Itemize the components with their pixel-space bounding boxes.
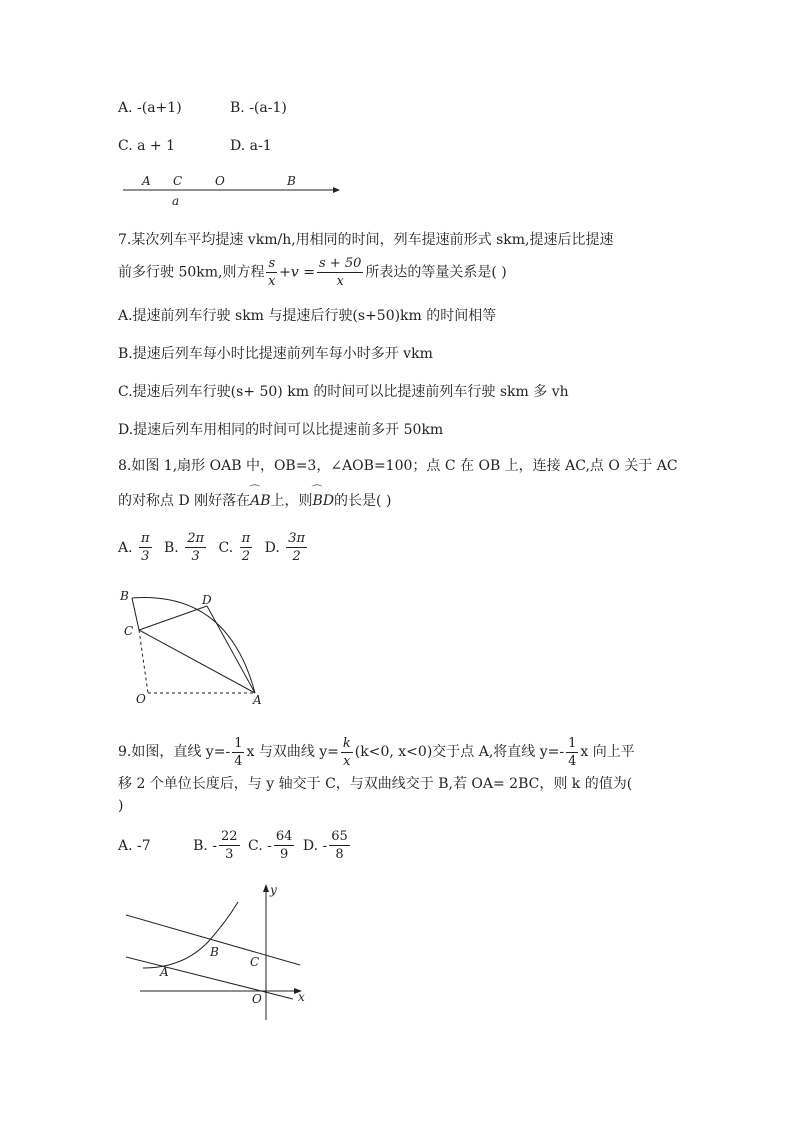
q8-choice-a: A. $\frac{\pi}{3}$	[118, 531, 150, 564]
numberline-label-o: O	[215, 174, 225, 188]
q7-eq-mid: +v =	[279, 264, 315, 281]
q6-option-a: A. -(a+1)	[118, 100, 182, 116]
q7-line2-b: 所表达的等量关系是( )	[365, 264, 507, 281]
q9-line2: 移 2 个单位长度后，与 y 轴交于 C，与双曲线交于 B,若 OA= 2BC，则 k 的值为(	[118, 776, 633, 792]
segment-co-dashed	[139, 630, 148, 693]
q8-line2-a: 的对称点 D 刚好落在	[118, 493, 251, 509]
q9-p2: x 与双曲线 y=	[246, 744, 339, 760]
q7-line1: 7.某次列车平均提速 vkm/h,用相同的时间，列车提速前形式 skm,提速后比提速	[118, 232, 614, 248]
fig8-label-b: B	[120, 589, 129, 603]
q7-eq-frac2: $\frac{s + 50}{x}$	[318, 256, 362, 289]
q9-choice-b: B. - $\frac{22}{3}$	[193, 829, 238, 862]
q8-choice-b: B. $\frac{2\pi}{3}$	[164, 531, 205, 564]
q9-frac1: $\frac{1}{4}$	[234, 735, 243, 769]
hyperbola	[143, 902, 238, 968]
fig9-label-a: A	[160, 965, 169, 979]
q7-option-d: D.提速后列车用相同的时间可以比提速前多开 50km	[118, 422, 444, 438]
q7-line2	[118, 257, 507, 288]
q9-graph-figure	[118, 880, 318, 1025]
numberline-label-c: C	[173, 174, 183, 188]
fig9-label-c: C	[250, 955, 260, 969]
q8-sector-figure	[110, 583, 270, 708]
fig8-label-d: D	[202, 593, 212, 607]
q9-choice-d: D. - $\frac{65}{8}$	[302, 829, 348, 862]
line-oa	[126, 957, 293, 999]
segment-cd	[139, 606, 207, 630]
q8-arc-ab: ⌒ AB	[250, 490, 270, 512]
q8-line2-c: 的长是( )	[334, 493, 392, 509]
q6-option-c: C. a + 1	[118, 138, 175, 154]
q6-option-b: B. -(a-1)	[230, 100, 287, 116]
q9-choice-c: C. - $\frac{64}{9}$	[248, 829, 293, 862]
q6-number-line	[118, 170, 343, 210]
q9-choices	[118, 830, 352, 861]
q8-choice-c: C. $\frac{\pi}{2}$	[218, 531, 251, 564]
q8-line2-b: 上，则	[270, 493, 313, 509]
fig9-label-b: B	[210, 945, 219, 959]
fig8-label-c: C	[124, 624, 134, 638]
q9-p4: x 向上平	[580, 744, 635, 760]
numberline-sub-a: a	[172, 194, 180, 208]
q8-choices	[118, 532, 309, 563]
fig9-label-o: O	[252, 992, 262, 1006]
q9-line3: )	[118, 798, 124, 814]
q7-option-a: A.提速前列车行驶 skm 与提速后行驶(s+50)km 的时间相等	[118, 308, 497, 324]
q7-option-c: C.提速后列车行驶(s+ 50) km 的时间可以比提速前列车行驶 skm 多 vh	[118, 384, 569, 400]
q9-frac2: $\frac{k}{x}$	[342, 735, 351, 769]
fig9-label-x: x	[298, 990, 305, 1004]
q9-p3: (k<0, x<0)交于点 A,将直线 y=-	[354, 744, 565, 760]
q7-line2-a: 前多行驶 50km,则方程	[118, 264, 265, 281]
q9-p1: 9.如图，直线 y=-	[118, 744, 231, 760]
q7-eq-frac1: $\frac{s}{x}$	[268, 256, 276, 289]
numberline-label-a: A	[142, 174, 151, 188]
q9-line1	[118, 733, 635, 771]
q7-option-b: B.提速后列车每小时比提速前列车每小时多开 vkm	[118, 346, 433, 362]
q8-choice-d: D. $\frac{3\pi}{2}$	[264, 531, 306, 564]
q9-frac3: $\frac{1}{4}$	[568, 735, 577, 769]
q9-choice-a: A. -7	[118, 837, 151, 854]
fig9-label-y: y	[270, 883, 277, 897]
q6-option-d: D. a-1	[230, 138, 272, 154]
numberline-label-b: B	[287, 174, 296, 188]
q8-line1: 8.如图 1,扇形 OAB 中，OB=3，∠AOB=100；点 C 在 OB 上，连接 AC,点 O 关于 AC	[118, 458, 678, 474]
fig8-label-o: O	[136, 692, 146, 706]
arc-ab	[132, 598, 255, 693]
q8-line2	[118, 490, 391, 512]
fig8-label-a: A	[253, 693, 262, 707]
q8-arc-bd: ⌒ BD	[313, 490, 335, 512]
